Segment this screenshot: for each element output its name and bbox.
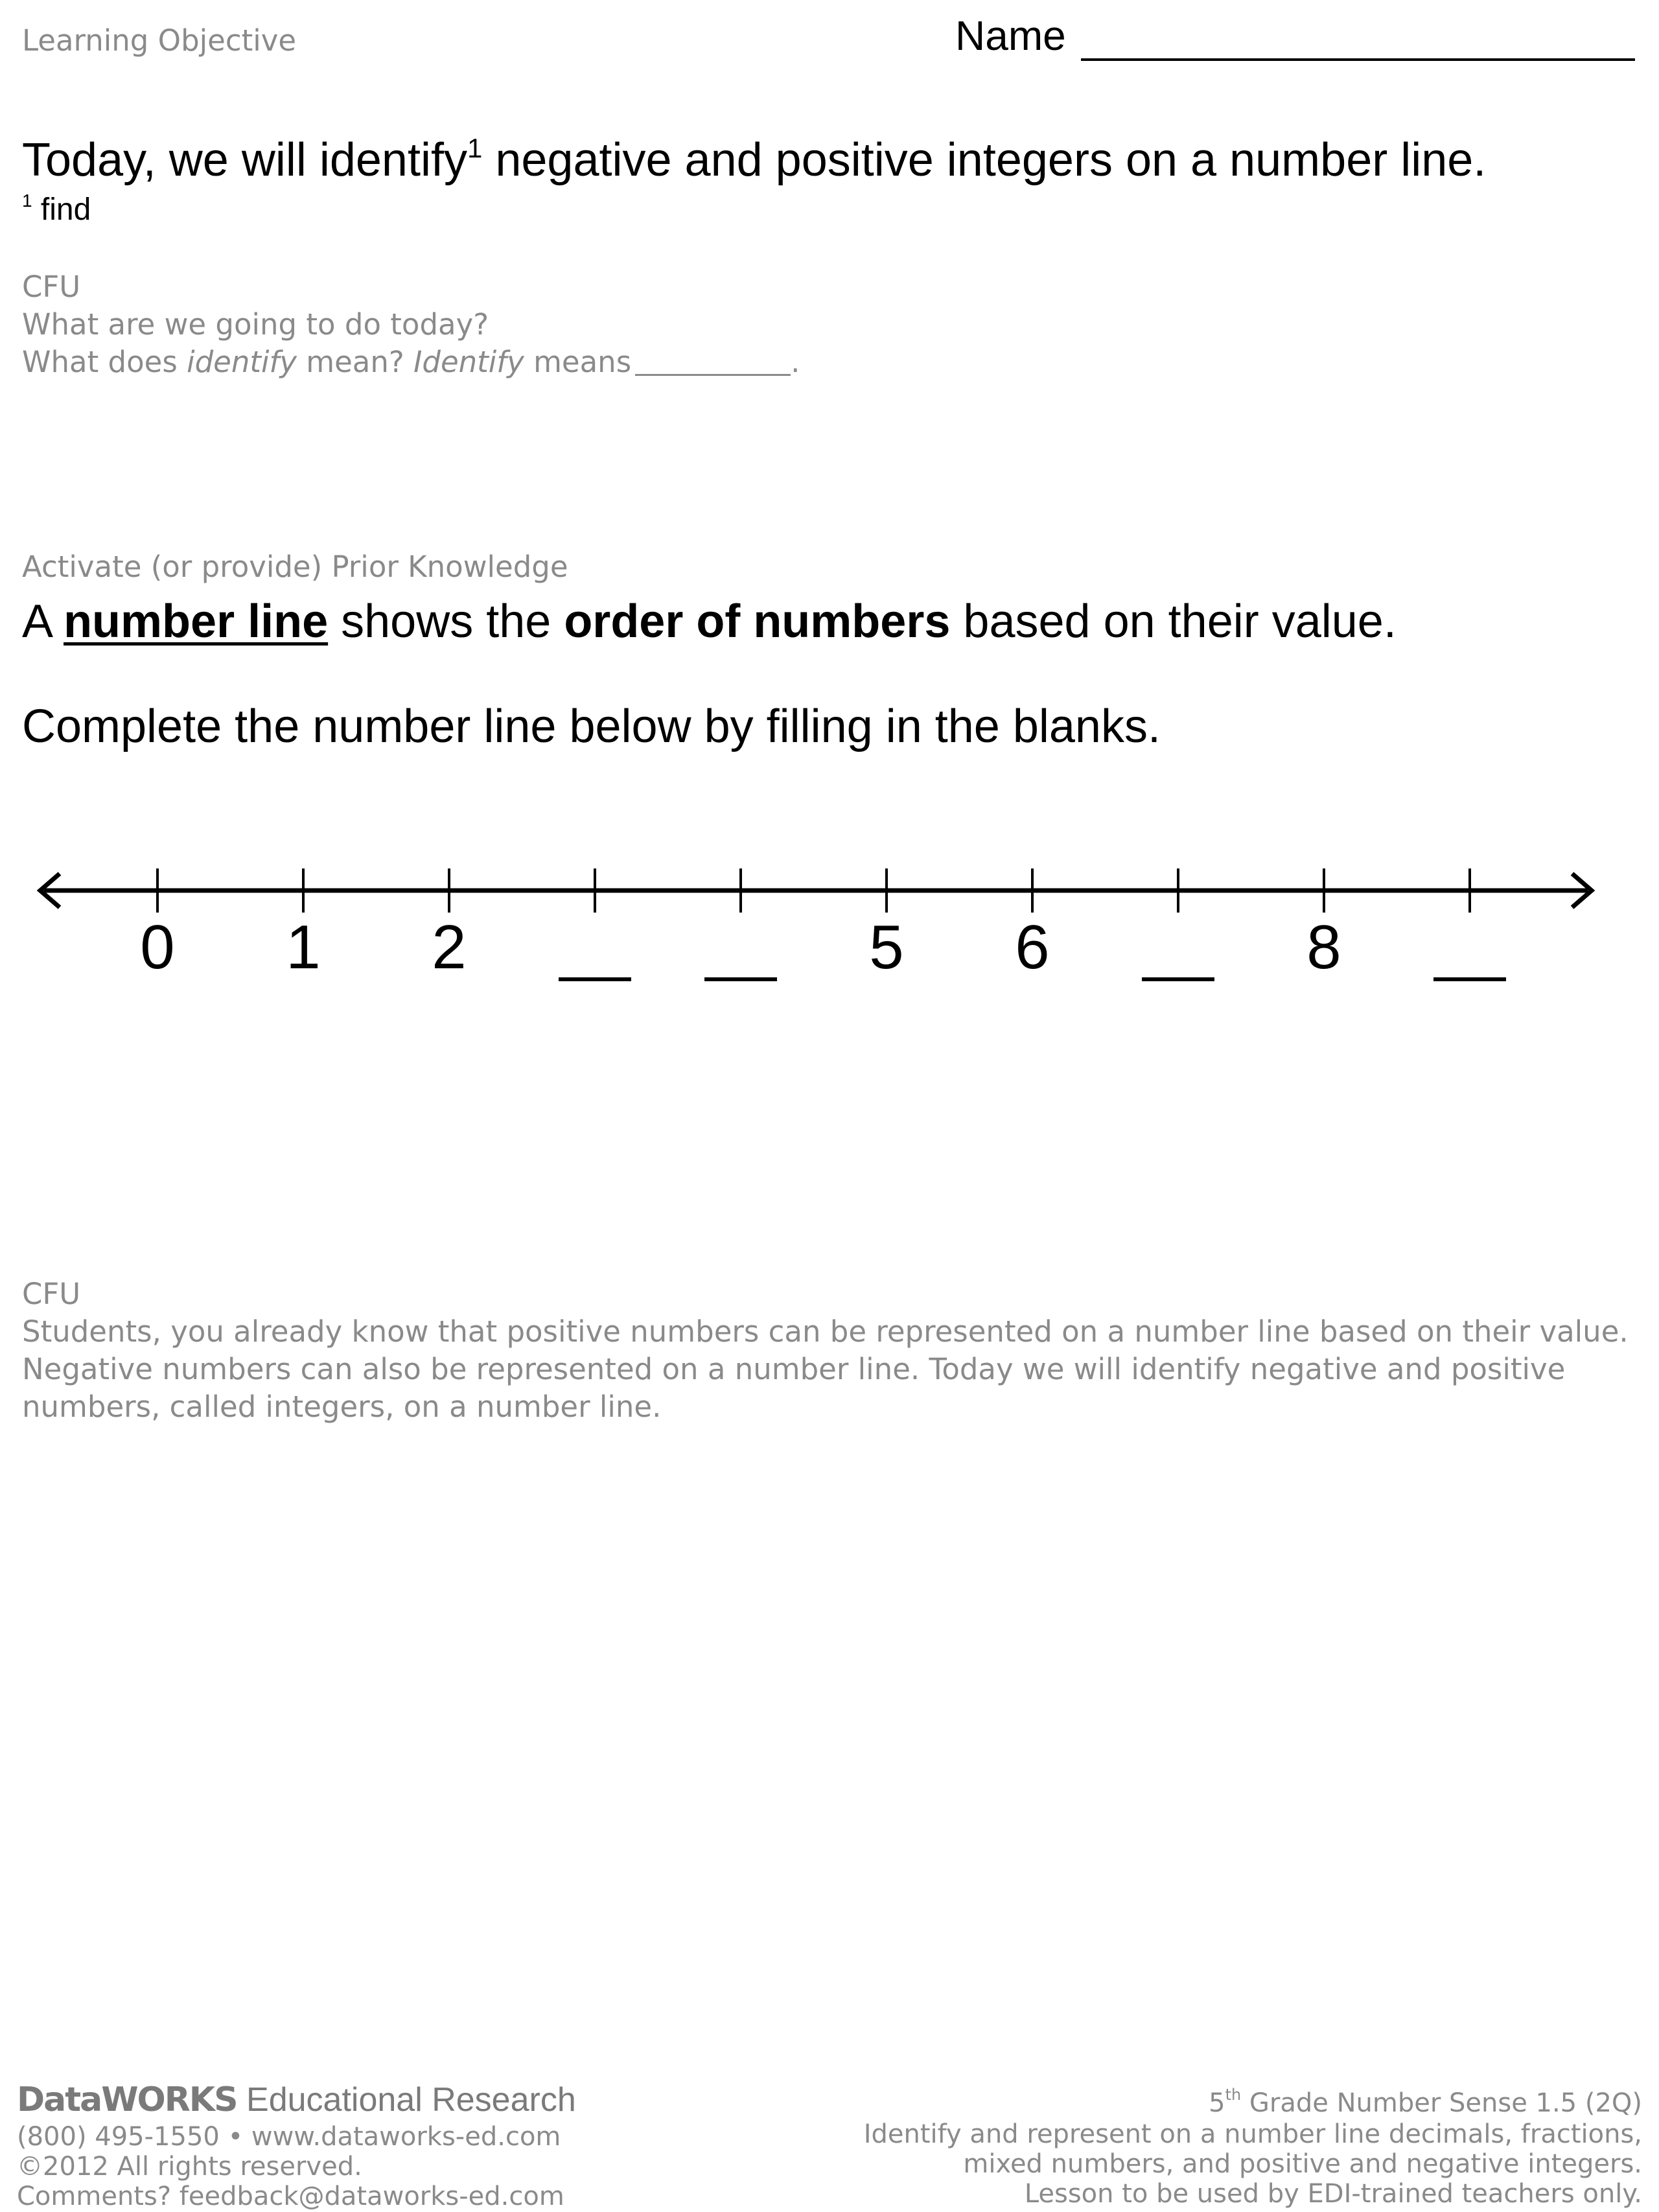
prior-knowledge-label: Activate (or provide) Prior Knowledge: [22, 550, 568, 584]
term-number-line: number line: [64, 596, 329, 647]
number-line-labels: [140, 913, 1506, 982]
q2-period: .: [791, 345, 800, 379]
footnote: [22, 192, 91, 227]
tick-label: 8: [1306, 913, 1341, 982]
footnote-marker: 1: [22, 191, 32, 211]
definition-text-1: A: [22, 596, 64, 647]
objective-text-after: negative and positive integers on a number line.: [482, 134, 1487, 186]
number-line: [0, 836, 1659, 1030]
objective-footnote-marker: 1: [467, 133, 483, 163]
tick-label: 2: [432, 913, 467, 982]
cfu-section-1: [22, 268, 800, 381]
definition-text-2: shows the: [328, 596, 564, 647]
q2-text-1: What does: [22, 345, 187, 379]
q2-italic-identify-2: Identify: [413, 345, 524, 379]
cfu-section-2: [22, 1275, 1642, 1426]
footer-copyright: ©2012 All rights reserved.: [17, 2152, 362, 2182]
q2-text-2: mean?: [296, 345, 414, 379]
tick-label: 0: [140, 913, 175, 982]
cfu-question-1: What are we going to do today?: [22, 307, 489, 342]
definition-text-3: based on their value.: [950, 596, 1397, 647]
tick-label: 6: [1015, 913, 1050, 982]
cfu-label: CFU: [22, 1277, 81, 1311]
footer-grade: [1209, 2088, 1642, 2118]
objective-statement: [22, 134, 1486, 187]
tick-label: 1: [286, 913, 321, 982]
grade-suffix: th: [1225, 2086, 1242, 2104]
learning-objective-label: Learning Objective: [22, 23, 297, 58]
grade-rest: Grade Number Sense 1.5 (2Q): [1241, 2088, 1642, 2118]
dataworks-logo: [17, 2080, 576, 2119]
objective-text-before: Today, we will identify: [22, 134, 467, 186]
cfu-label: CFU: [22, 270, 81, 304]
footnote-text: find: [32, 192, 91, 227]
q2-italic-identify: identify: [187, 345, 297, 379]
name-label: Name: [955, 12, 1066, 59]
logo-brand-bold: DataWORKS: [17, 2080, 237, 2119]
tick-label: 5: [869, 913, 904, 982]
cfu-question-2: [22, 343, 800, 381]
footer-comments: Comments? feedback@dataworks-ed.com: [17, 2182, 564, 2211]
q2-text-3: means: [524, 345, 632, 379]
answer-blank[interactable]: [635, 348, 791, 376]
footer-contact: (800) 495-1550 • www.dataworks-ed.com: [17, 2122, 561, 2152]
term-order-of-numbers: order of numbers: [564, 596, 951, 647]
number-line-definition: [22, 595, 1397, 648]
footer-usage-note: Lesson to be used by EDI-trained teachers only.: [1024, 2179, 1642, 2209]
footer-standard-1: Identify and represent on a number line decimals, fractions,: [863, 2119, 1642, 2149]
grade-number: 5: [1209, 2088, 1225, 2118]
cfu-explanation: Students, you already know that positive numbers can be represented on a number line based on their value. Negative numbers can also be represented on a number line. Today we will identify negative and positive numbers, called integers, on a number line.: [22, 1314, 1629, 1424]
instruction: Complete the number line below by filling in the blanks.: [22, 701, 1161, 752]
name-blank-line[interactable]: [1081, 58, 1635, 61]
footer-standard-2: mixed numbers, and positive and negative integers.: [963, 2149, 1642, 2179]
logo-brand-rest: Educational Research: [237, 2081, 576, 2119]
number-line-axis: [40, 874, 1592, 907]
